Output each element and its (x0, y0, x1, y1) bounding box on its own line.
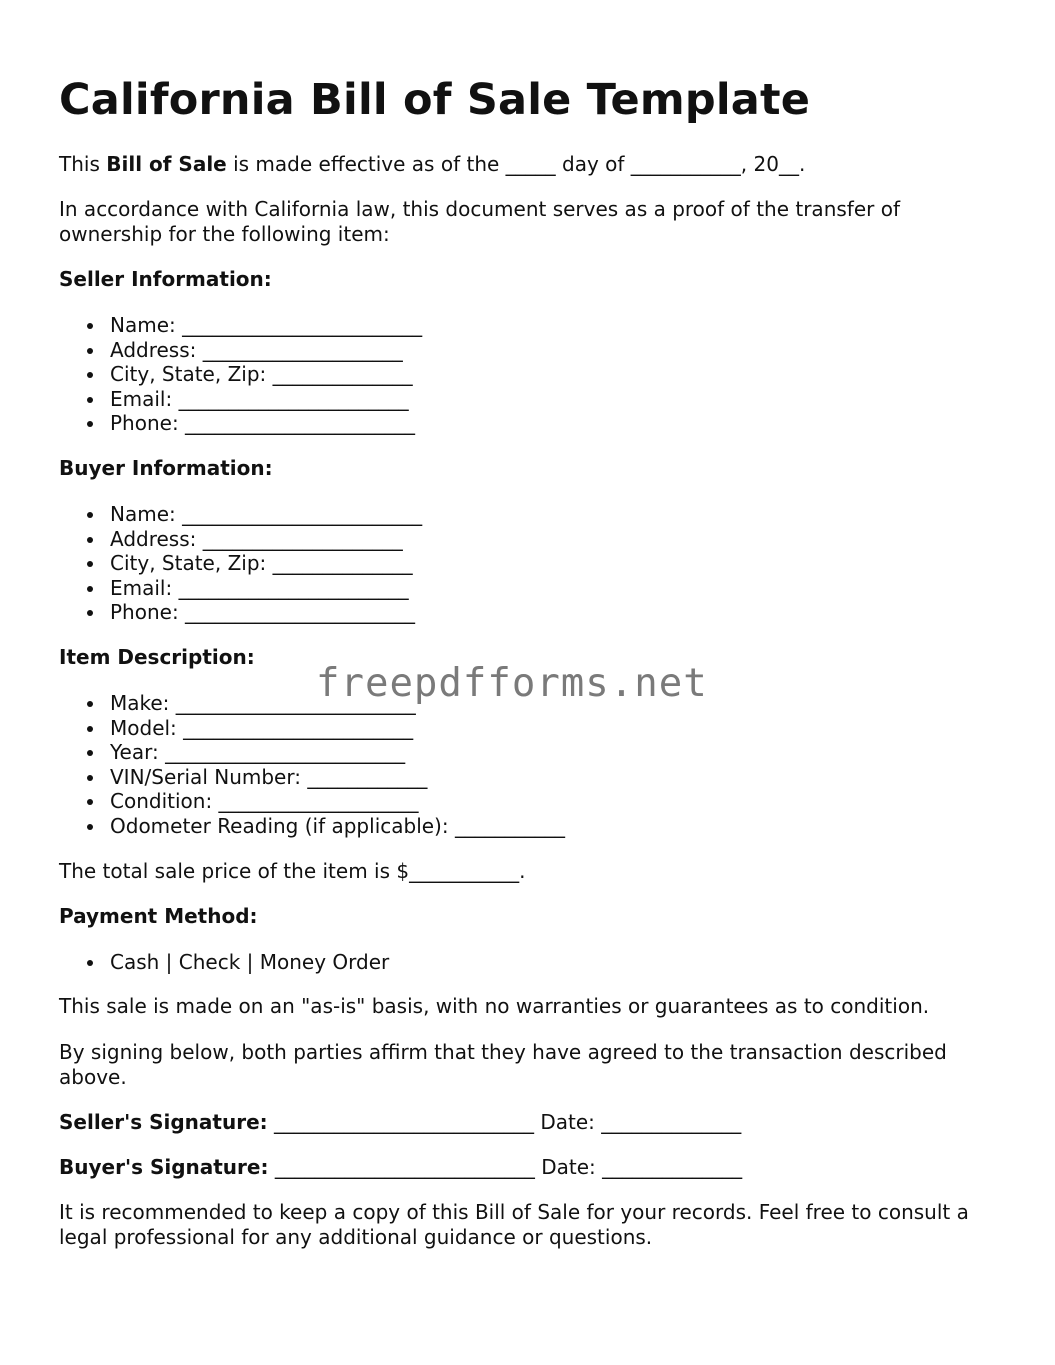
buyer-name-field: Name: ________________________ (110, 502, 423, 526)
buyer-signature-label: Buyer's Signature: (59, 1155, 269, 1179)
payment-heading: Payment Method: (59, 904, 258, 928)
seller-address-field: Address: ____________________ (110, 338, 422, 363)
buyer-signature-blanks: __________________________ Date: ______________ (268, 1155, 743, 1179)
item-fields-list (59, 691, 565, 839)
affirmation-paragraph: By signing below, both parties affirm that they have agreed to the transaction described above. (59, 1040, 947, 1089)
seller-signature-label: Seller's Signature: (59, 1110, 268, 1134)
intro-bold: Bill of Sale (106, 152, 227, 176)
buyer-email-field: Email: _______________________ (110, 576, 422, 601)
seller-heading: Seller Information: (59, 267, 272, 291)
seller-city-state-zip-field: City, State, Zip: ______________ (110, 362, 422, 387)
payment-options: Cash | Check | Money Order (110, 950, 390, 974)
seller-phone-field: Phone: _______________________ (110, 411, 422, 436)
item-odometer-field: Odometer Reading (if applicable): ___________ (110, 813, 565, 838)
buyer-address-field: Address: ____________________ (110, 527, 422, 552)
sale-price-line: The total sale price of the item is $___________. (59, 859, 526, 883)
seller-email-field: Email: _______________________ (110, 387, 422, 412)
buyer-heading: Buyer Information: (59, 456, 273, 480)
item-heading: Item Description: (59, 645, 255, 669)
item-make-field: Make: ________________________ (110, 691, 565, 716)
intro-post: is made effective as of the _____ day of ___________, 20__. (226, 152, 806, 176)
buyer-city-state-zip-field: City, State, Zip: ______________ (110, 551, 422, 576)
item-vin-field: VIN/Serial Number: ____________ (110, 765, 565, 790)
watermark-text: freepdfforms.net (316, 661, 708, 706)
buyer-fields-list (59, 502, 422, 625)
accordance-paragraph: In accordance with California law, this document serves as a proof of the transfer of ownership for the following item: (59, 197, 900, 246)
effective-date-line (59, 152, 805, 177)
buyer-phone-field: Phone: _______________________ (110, 600, 422, 625)
payment-options-list (59, 950, 389, 975)
seller-name-field: Name: ________________________ (110, 313, 423, 337)
item-model-field: Model: _______________________ (110, 716, 565, 741)
seller-signature-blanks: __________________________ Date: ______________ (267, 1110, 742, 1134)
item-condition-field: Condition: ____________________ (110, 789, 565, 814)
seller-signature-line (59, 1110, 741, 1135)
item-year-field: Year: ________________________ (110, 740, 565, 765)
as-is-statement: This sale is made on an "as-is" basis, with no warranties or guarantees as to condition. (59, 994, 930, 1018)
seller-fields-list (59, 313, 422, 436)
closing-paragraph: It is recommended to keep a copy of this Bill of Sale for your records. Feel free to consult a legal professional for any additional guidance or questions. (59, 1200, 969, 1249)
buyer-signature-line (59, 1155, 742, 1180)
intro-pre: This (59, 152, 107, 176)
document-title: California Bill of Sale Template (59, 75, 811, 125)
